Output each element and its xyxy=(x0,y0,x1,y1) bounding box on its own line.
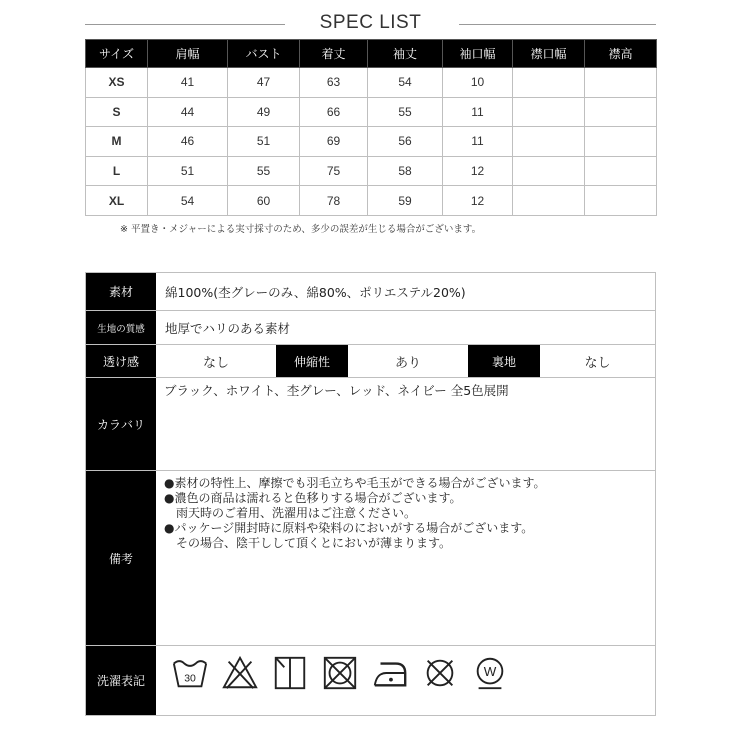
low-iron-icon xyxy=(371,654,409,692)
table-cell xyxy=(513,68,585,98)
size-cell: L xyxy=(86,156,148,186)
table-cell: 58 xyxy=(368,156,443,186)
table-row xyxy=(86,68,657,98)
table-cell: 12 xyxy=(443,186,513,216)
table-cell xyxy=(513,186,585,216)
size-cell: XL xyxy=(86,186,148,216)
table-cell: 44 xyxy=(148,97,228,127)
spec-list-title-row xyxy=(85,10,656,40)
title-divider-right xyxy=(459,24,656,25)
table-cell: 55 xyxy=(368,97,443,127)
table-cell: 59 xyxy=(368,186,443,216)
material-label: 素材 xyxy=(86,273,156,310)
fabric-feel-row xyxy=(86,345,655,378)
table-cell: 78 xyxy=(300,186,368,216)
product-info-table xyxy=(85,272,656,716)
table-cell: 55 xyxy=(228,156,300,186)
color-variation-row xyxy=(86,378,655,471)
size-cell: XS xyxy=(86,68,148,98)
col-header-length: 着丈 xyxy=(300,40,368,68)
table-cell: 41 xyxy=(148,68,228,98)
col-header-size: サイズ xyxy=(86,40,148,68)
svg-text:W: W xyxy=(483,663,497,679)
table-cell: 56 xyxy=(368,127,443,157)
material-row xyxy=(86,273,655,311)
wet-clean-icon xyxy=(471,654,509,692)
table-cell: 11 xyxy=(443,127,513,157)
table-row xyxy=(86,156,657,186)
table-cell: 49 xyxy=(228,97,300,127)
texture-row xyxy=(86,311,655,345)
stretch-label: 伸縮性 xyxy=(276,345,348,377)
table-row xyxy=(86,97,657,127)
table-cell: 63 xyxy=(300,68,368,98)
sheer-label: 透け感 xyxy=(86,345,156,377)
texture-label: 生地の質感 xyxy=(86,311,156,344)
table-cell: 69 xyxy=(300,127,368,157)
table-cell xyxy=(585,127,657,157)
table-cell xyxy=(513,156,585,186)
spec-header-row xyxy=(86,40,657,68)
table-cell: 10 xyxy=(443,68,513,98)
notes-content xyxy=(156,471,655,645)
table-cell xyxy=(585,97,657,127)
table-cell: 54 xyxy=(148,186,228,216)
table-cell xyxy=(585,186,657,216)
no-bleach-icon xyxy=(221,654,259,692)
table-cell xyxy=(513,97,585,127)
table-row xyxy=(86,186,657,216)
size-cell: M xyxy=(86,127,148,157)
col-header-neck-height: 襟高 xyxy=(585,40,657,68)
notes-row xyxy=(86,471,655,646)
no-tumble-dry-icon xyxy=(321,654,359,692)
table-cell: 54 xyxy=(368,68,443,98)
stretch-value: あり xyxy=(394,355,421,371)
table-cell xyxy=(585,156,657,186)
wash-30-icon xyxy=(171,654,209,692)
notes-line: ●濃色の商品は濡れると色移りする場合がございます。 xyxy=(164,491,462,505)
lining-value: なし xyxy=(584,355,611,371)
col-header-sleeve: 袖丈 xyxy=(368,40,443,68)
wash-temp: 30 xyxy=(184,673,196,685)
notes-line: ●パッケージ開封時に原料や染料のにおいがする場合がございます。 xyxy=(164,521,534,535)
size-cell: S xyxy=(86,97,148,127)
care-icons xyxy=(171,654,509,692)
col-header-shoulder: 肩幅 xyxy=(148,40,228,68)
notes-line: その場合、陰干しして頂くとにおいが薄まります。 xyxy=(164,536,452,550)
table-row xyxy=(86,127,657,157)
table-cell: 75 xyxy=(300,156,368,186)
color-label: カラバリ xyxy=(86,378,156,470)
color-value: ブラック、ホワイト、杢グレー、レッド、ネイビー 全5色展開 xyxy=(164,383,509,398)
table-cell xyxy=(585,68,657,98)
table-cell: 46 xyxy=(148,127,228,157)
material-value: 綿100%(杢グレーのみ、綿80%、ポリエステル20%) xyxy=(165,284,466,300)
table-cell: 47 xyxy=(228,68,300,98)
sheer-value: なし xyxy=(202,355,229,371)
table-cell: 51 xyxy=(228,127,300,157)
table-cell: 51 xyxy=(148,156,228,186)
col-header-bust: バスト xyxy=(228,40,300,68)
measurement-note: ※ 平置き・メジャーによる実寸採寸のため、多少の誤差が生じる場合がございます。 xyxy=(120,224,482,235)
notes-label: 備考 xyxy=(86,471,156,645)
table-cell: 60 xyxy=(228,186,300,216)
line-dry-shade-icon xyxy=(271,654,309,692)
table-cell: 12 xyxy=(443,156,513,186)
table-cell: 66 xyxy=(300,97,368,127)
notes-line: 雨天時のご着用、洗濯用はご注意ください。 xyxy=(164,506,417,520)
size-spec-table xyxy=(85,39,657,216)
lining-label: 裏地 xyxy=(468,345,540,377)
notes-line: ●素材の特性上、摩擦でも羽毛立ちや毛玉ができる場合がございます。 xyxy=(164,476,546,490)
page-title: SPEC LIST xyxy=(319,12,422,33)
wash-label: 洗濯表記 xyxy=(86,646,156,715)
table-cell: 11 xyxy=(443,97,513,127)
care-label-row xyxy=(86,646,655,715)
texture-value: 地厚でハリのある素材 xyxy=(165,320,291,336)
col-header-cuff: 袖口幅 xyxy=(443,40,513,68)
col-header-neck-width: 襟口幅 xyxy=(513,40,585,68)
no-dry-clean-icon xyxy=(421,654,459,692)
table-cell xyxy=(513,127,585,157)
